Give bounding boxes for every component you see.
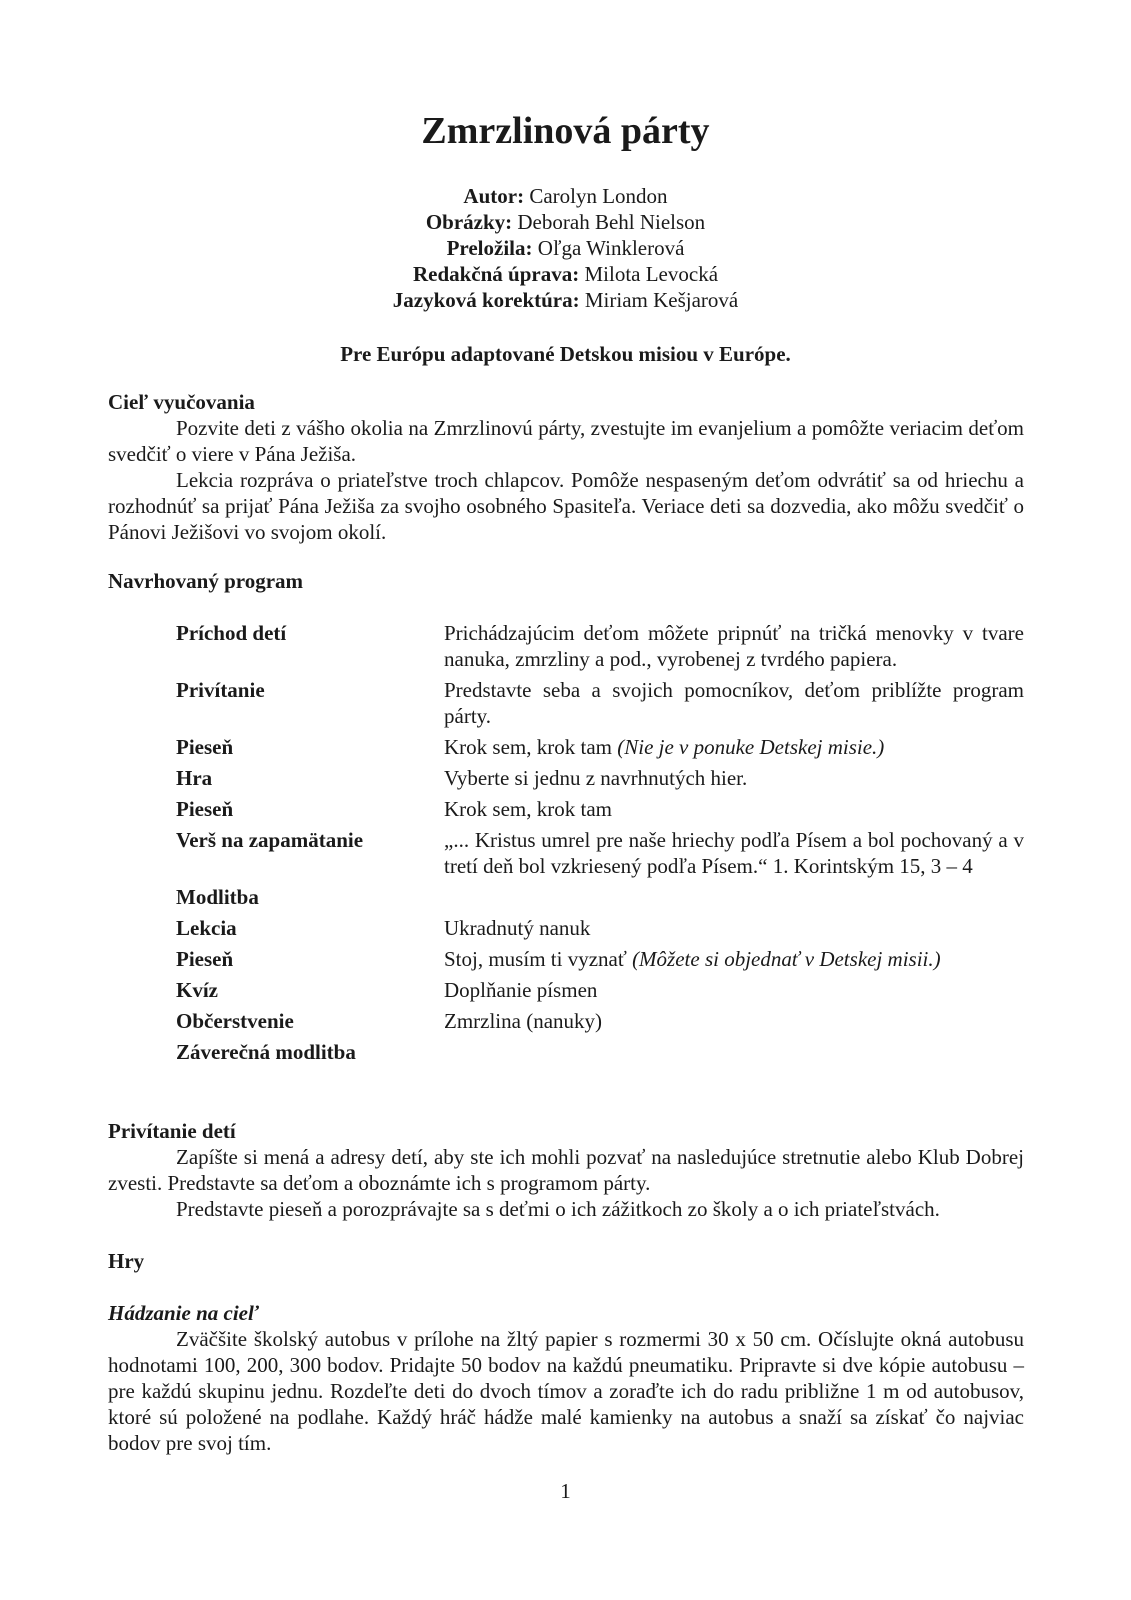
games-section [108, 1248, 1024, 1274]
goal-paragraph: Pozvite deti z vášho okolia na Zmrzlinovú párty, zvestujte im evanjelium a pomôžte veriacim deťom svedčiť o viere v Pána Ježiša. [108, 416, 1024, 466]
program-desc [444, 884, 1024, 910]
program-row [176, 977, 1024, 1003]
program-row [176, 677, 1024, 729]
game-target-section [108, 1300, 1024, 1456]
credit-editing [0, 261, 1131, 287]
program-label: Lekcia [176, 916, 237, 940]
credit-label: Obrázky: [425, 210, 513, 234]
game-target-heading: Hádzanie na cieľ [108, 1301, 259, 1325]
program-desc-text: Predstavte seba a svojich pomocníkov, deťom priblížte program párty. [444, 678, 1024, 728]
program-heading: Navrhovaný program [108, 569, 304, 593]
credit-label: Autor: [463, 184, 525, 208]
program-label: Kvíz [176, 978, 218, 1002]
credit-value: Milota Levocká [579, 262, 719, 286]
program-desc [444, 1008, 1024, 1034]
game-target-paragraph: Zväčšite školský autobus v prílohe na žltý papier s rozmermi 30 x 50 cm. Očíslujte okná autobusu hodnotami 100, 200, 300 bodov. Pridajte 50 bodov na každú pneumatiku. Pripravte si dve kópie autobusu – pre každú skupinu jednu. Rozdeľte deti do dvoch tímov a zoraďte ich do radu približne 1 m od autobusov, ktoré sú položené na podlahe. Každý hráč hádže malé kamienky na autobus a snaží sa získať čo najviac bodov pre svoj tím. [108, 1327, 1024, 1455]
welcome-paragraph: Zapíšte si mená a adresy detí, aby ste ich mohli pozvať na nasledujúce stretnutie alebo Klub Dobrej zvesti. Predstavte sa deťom a oboznámte ich s programom párty. [108, 1145, 1024, 1195]
goal-heading: Cieľ vyučovania [108, 390, 255, 414]
credits-block [0, 183, 1131, 313]
program-label: Pieseň [176, 947, 234, 971]
program-desc [444, 734, 1024, 760]
program-desc [444, 677, 1024, 729]
credit-label: Redakčná úprava: [412, 262, 580, 286]
program-row [176, 765, 1024, 791]
program-desc-text: Ukradnutý nanuk [444, 916, 591, 940]
welcome-heading: Privítanie detí [108, 1119, 236, 1143]
credit-proofreading [0, 287, 1131, 313]
welcome-paragraph: Predstavte pieseň a porozprávajte sa s deťmi o ich zážitkoch zo školy a o ich priateľstvách. [176, 1197, 940, 1221]
welcome-section [108, 1118, 1024, 1222]
program-desc-text: Prichádzajúcim deťom môžete pripnúť na tričká menovky v tvare nanuka, zmrzliny a pod., vyrobenej z tvrdého papiera. [444, 621, 1024, 671]
program-desc [444, 827, 1024, 879]
credit-illustrations [0, 209, 1131, 235]
program-desc-text: Doplňanie písmen [444, 978, 598, 1002]
program-label: Pieseň [176, 797, 234, 821]
program-desc [444, 620, 1024, 672]
program-desc [444, 977, 1024, 1003]
program-row [176, 620, 1024, 672]
program-desc [444, 796, 1024, 822]
program-desc-text: Stoj, musím ti vyznať [444, 947, 633, 971]
program-note: (Môžete si objednať v Detskej misii.) [632, 947, 941, 971]
program-desc-text: „... Kristus umrel pre naše hriechy podľa Písem a bol pochovaný a v tretí deň bol vzkriesený podľa Písem.“ 1. Korintským 15, 3 – 4 [444, 828, 1024, 878]
program-label: Modlitba [176, 885, 259, 909]
program-table [176, 620, 1024, 1070]
credit-label: Preložila: [446, 236, 533, 260]
goal-paragraph: Lekcia rozpráva o priateľstve troch chlapcov. Pomôže nespaseným deťom odvrátiť sa od hriechu a rozhodnúť sa prijať Pána Ježiša za svojho osobného Spasiteľa. Veriace deti sa dozvedia, ako môžu svedčiť o Pánovi Ježišovi vo svojom okolí. [108, 468, 1024, 544]
credit-value: Carolyn London [524, 184, 668, 208]
program-desc-text: Zmrzlina (nanuky) [444, 1009, 603, 1033]
program-row [176, 1039, 1024, 1065]
page-number: 1 [560, 1479, 571, 1503]
program-note: (Nie je v ponuke Detskej misie.) [617, 735, 885, 759]
program-row [176, 884, 1024, 910]
program-desc [444, 946, 1024, 972]
program-row [176, 915, 1024, 941]
program-desc-text: Krok sem, krok tam [444, 735, 618, 759]
program-desc-text: Vyberte si jednu z navrhnutých hier. [444, 766, 748, 790]
program-desc [444, 765, 1024, 791]
program-label: Záverečná modlitba [176, 1040, 356, 1064]
credit-translation [0, 235, 1131, 261]
games-heading: Hry [108, 1249, 145, 1273]
program-desc [444, 1039, 1024, 1065]
program-row [176, 946, 1024, 972]
credit-value: Oľga Winklerová [532, 236, 685, 260]
program-row [176, 827, 1024, 879]
adaptation-note: Pre Európu adaptované Detskou misiou v Európe. [340, 342, 791, 366]
program-label: Hra [176, 766, 213, 790]
credit-value: Miriam Kešjarová [579, 288, 739, 312]
program-row [176, 796, 1024, 822]
program-row [176, 1008, 1024, 1034]
program-row [176, 734, 1024, 760]
program-desc-text: Krok sem, krok tam [444, 797, 612, 821]
credit-value: Deborah Behl Nielson [512, 210, 706, 234]
program-label: Privítanie [176, 678, 265, 702]
document-title: Zmrzlinová párty [421, 110, 710, 152]
program-label: Pieseň [176, 735, 234, 759]
program-label: Príchod detí [176, 621, 287, 645]
program-label: Občerstvenie [176, 1009, 294, 1033]
goal-section [108, 389, 1024, 545]
credit-author [0, 183, 1131, 209]
program-label: Verš na zapamätanie [176, 828, 364, 852]
program-heading-block [108, 568, 1024, 594]
credit-label: Jazyková korektúra: [392, 288, 580, 312]
program-desc [444, 915, 1024, 941]
